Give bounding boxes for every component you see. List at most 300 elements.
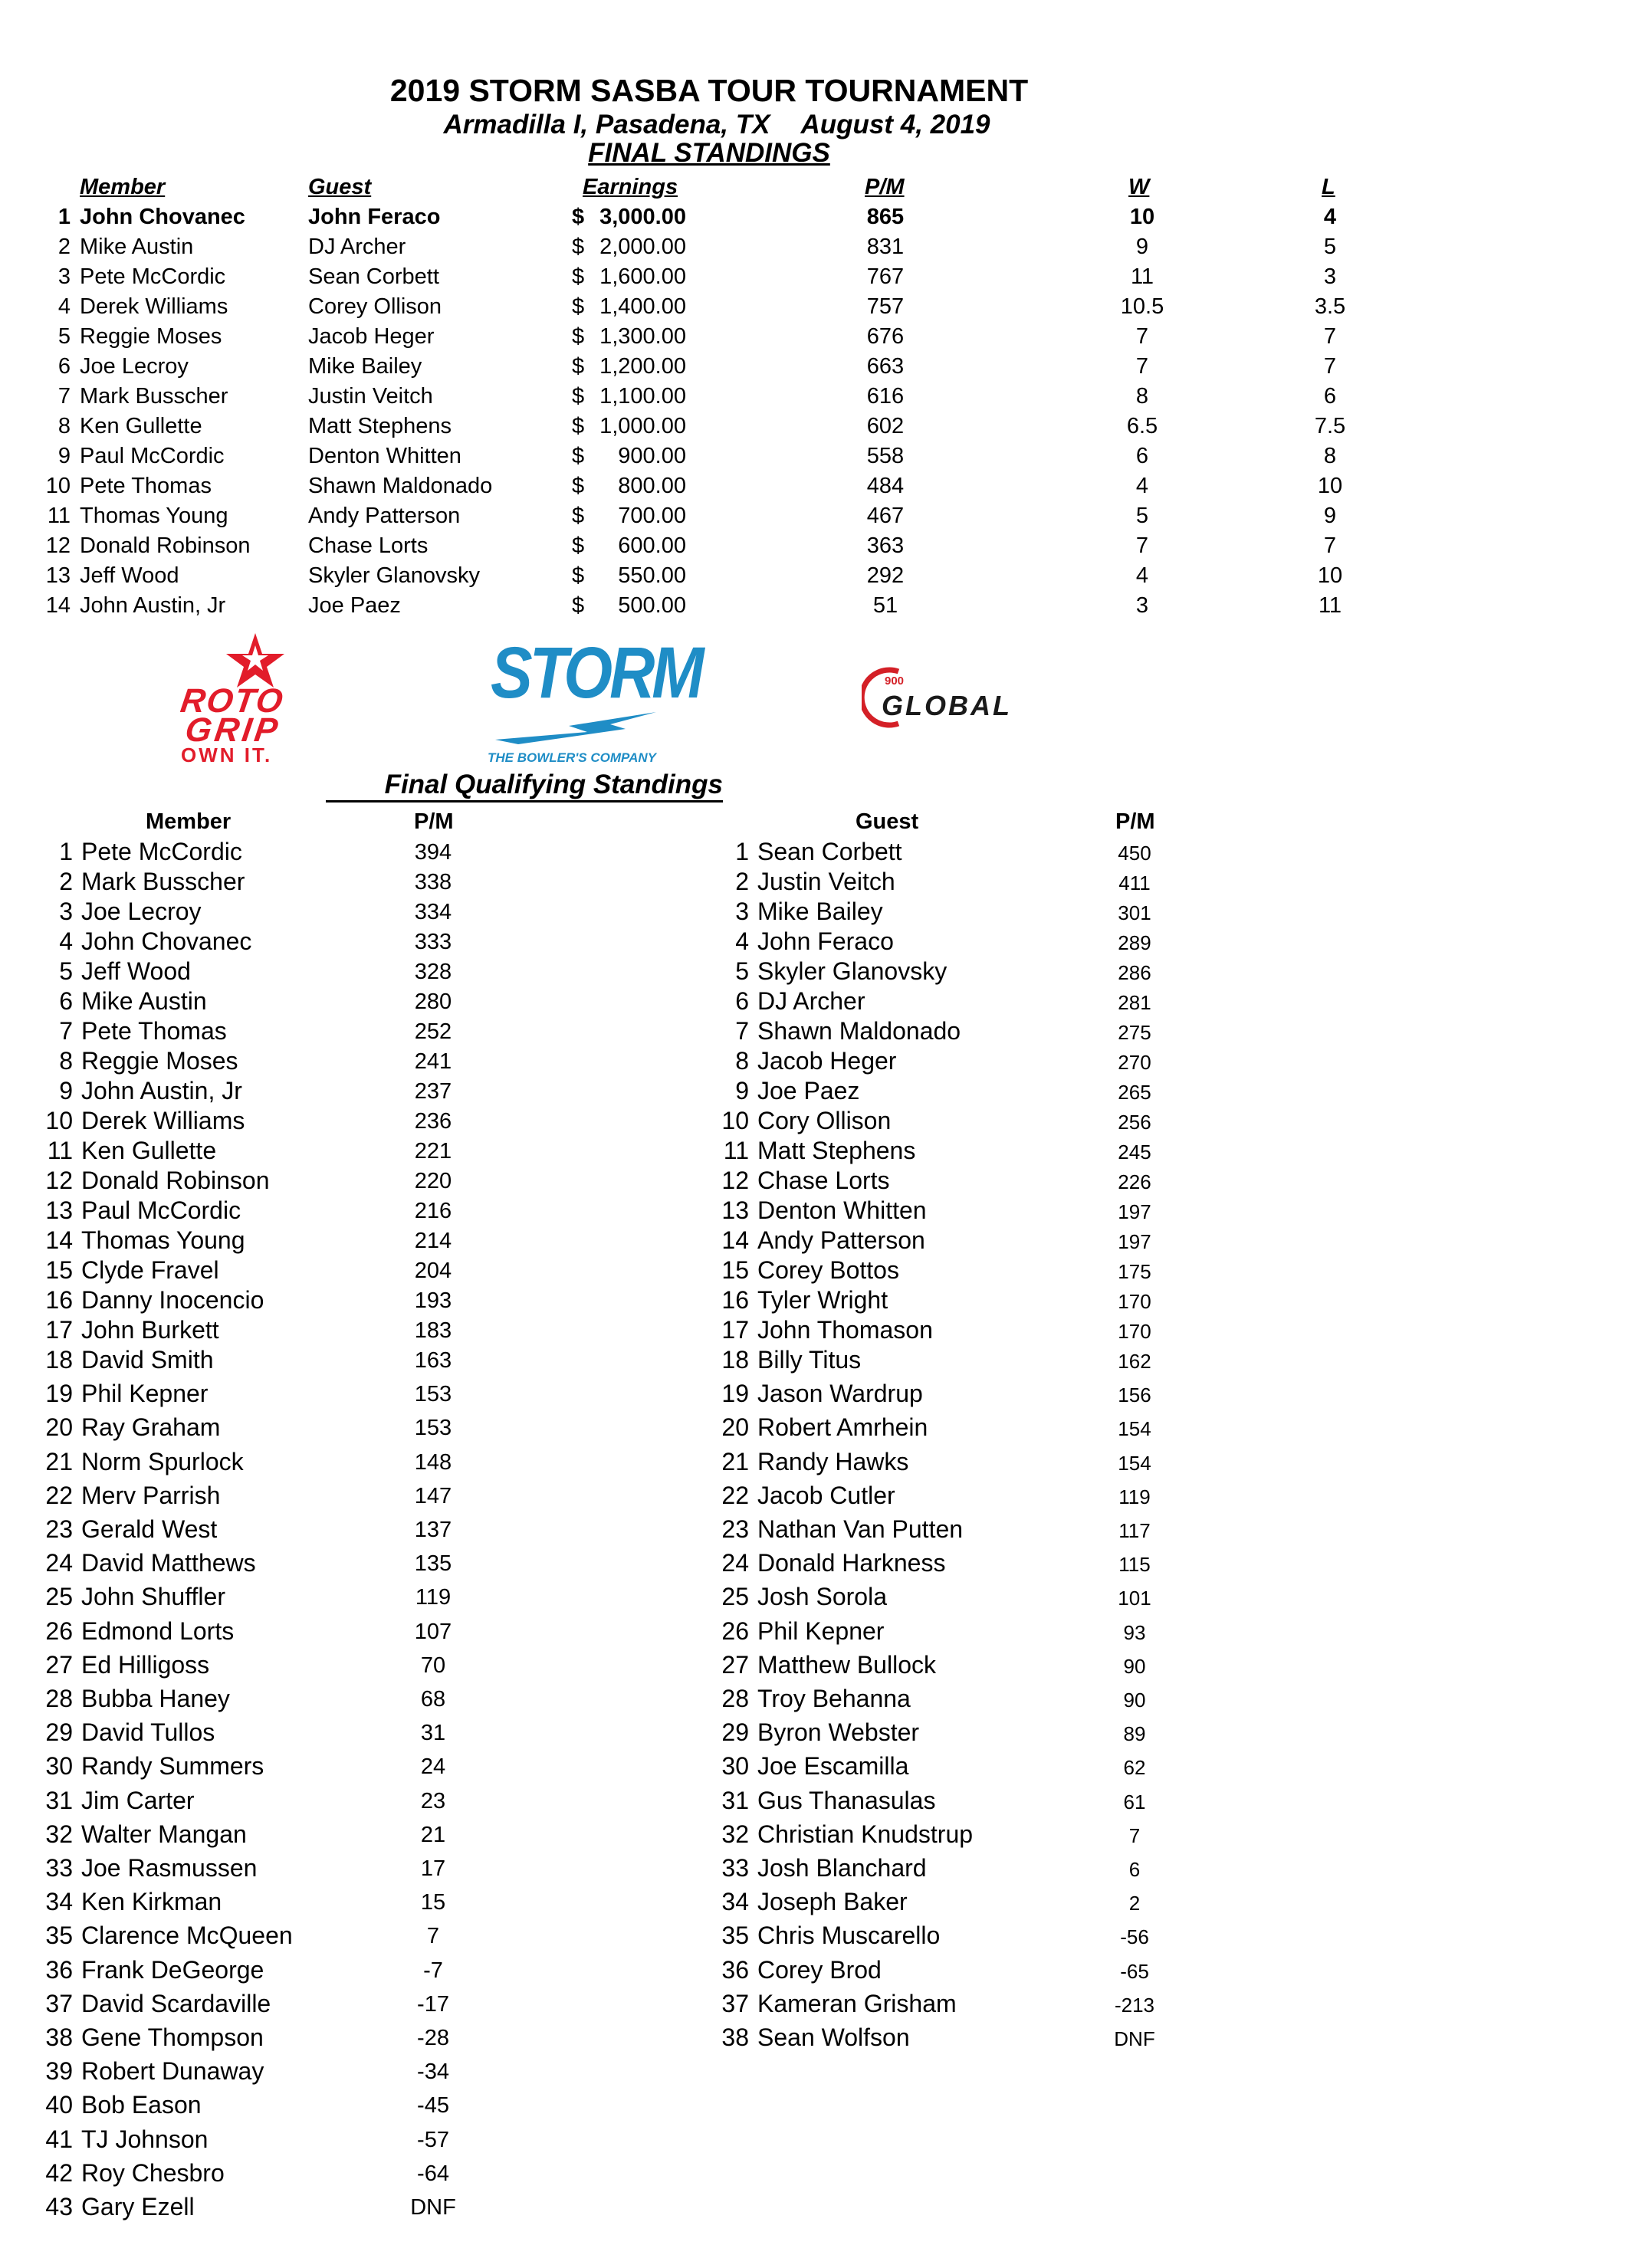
standings-row: [0, 354, 1629, 384]
qualifying-member-row: [0, 2193, 537, 2225]
standings-row: [0, 264, 1629, 294]
col-header-w: W: [1128, 175, 1150, 199]
pm-value: -17: [417, 1991, 449, 2017]
rank: 33: [721, 1854, 749, 1882]
lightning-bolt-icon: [495, 709, 656, 746]
qual-member-pm-header: P/M: [414, 809, 454, 834]
qualifying-guest-row: [0, 1617, 1227, 1649]
rank: 11: [47, 1137, 73, 1164]
pm-value: 237: [414, 1079, 452, 1104]
guest-name: Joe Escamilla: [757, 1752, 909, 1781]
wins-value: 4: [1135, 474, 1149, 498]
pm-value: 153: [414, 1416, 452, 1441]
rank: 4: [59, 927, 73, 955]
qualifying-guest-row: [0, 1226, 1227, 1259]
pm-value: 663: [866, 354, 905, 379]
qualifying-guest-row: [0, 838, 1227, 870]
pm-value: 23: [420, 1788, 446, 1813]
qualifying-guest-row: [0, 1196, 1227, 1229]
wins-value: 9: [1135, 235, 1149, 259]
guest-name: Sean Corbett: [757, 838, 902, 865]
rank: 13: [721, 1196, 749, 1224]
wins-value: 8: [1135, 384, 1149, 409]
pm-value: 275: [1118, 1021, 1151, 1044]
pm-value: DNF: [1114, 2027, 1155, 2050]
qualifying-guest-row: [0, 987, 1227, 1019]
roto-grip-line1: ROTO: [178, 682, 287, 720]
pm-value: 216: [414, 1199, 452, 1223]
rank: 21: [45, 1447, 73, 1475]
member-name: Danny Inocencio: [81, 1286, 264, 1314]
guest-name: Chase Lorts: [757, 1167, 890, 1194]
rank: 29: [45, 1718, 73, 1747]
qual-member-header: Member: [146, 809, 232, 834]
rank: 9: [59, 1077, 73, 1104]
pm-value: 265: [1118, 1081, 1151, 1104]
pm-value: 7: [426, 1924, 440, 1949]
guest-name: Sean Wolfson: [757, 2023, 910, 2051]
standings-row: [0, 324, 1629, 354]
earnings-amount: 700.00: [618, 504, 686, 528]
guest-name: Andy Patterson: [757, 1226, 925, 1254]
standings-row: [0, 533, 1629, 563]
rank: 7: [57, 384, 71, 409]
pm-value: 394: [414, 840, 452, 865]
pm-value: 93: [1123, 1620, 1146, 1644]
losses-value: 3.5: [1314, 294, 1346, 319]
pm-value: 135: [414, 1551, 452, 1577]
pm-value: 328: [414, 960, 452, 984]
pm-value: 411: [1118, 871, 1151, 894]
rank: 29: [721, 1718, 749, 1747]
qualifying-guest-row: [0, 1346, 1227, 1378]
rank: 10: [45, 1107, 73, 1134]
guest-name: Jacob Heger: [757, 1047, 897, 1075]
wins-value: 7: [1135, 354, 1149, 379]
col-header-l: L: [1322, 175, 1335, 199]
qualifying-guest-row: [0, 1990, 1227, 2022]
guest-name: Corey Bottos: [757, 1256, 899, 1284]
rank: 24: [721, 1549, 749, 1577]
rank: 35: [45, 1922, 73, 1950]
pm-value: 333: [414, 930, 452, 954]
pm-value: 31: [420, 1721, 446, 1746]
pm-value: 301: [1118, 901, 1151, 924]
guest-name: Jacob Heger: [308, 324, 435, 349]
qualifying-guest-row: [0, 1718, 1227, 1751]
event-venue: Armadilla I, Pasadena, TX: [443, 110, 770, 139]
pm-value: 6: [1128, 1858, 1141, 1881]
rank: 34: [721, 1888, 749, 1916]
rank: 11: [723, 1137, 749, 1164]
rank: 36: [721, 1955, 749, 1984]
losses-value: 10: [1317, 474, 1343, 498]
page-title: 2019 STORM SASBA TOUR TOURNAMENT: [389, 73, 1029, 108]
member-name: Thomas Young: [80, 504, 228, 528]
rank: 5: [57, 324, 71, 349]
pm-value: 170: [1118, 1290, 1151, 1313]
rank: 7: [735, 1017, 749, 1045]
standings-row: [0, 563, 1629, 593]
rank: 23: [45, 1515, 73, 1543]
qualifying-guest-row: [0, 1380, 1227, 1412]
member-name: Ken Gullette: [81, 1137, 217, 1164]
guest-name: Matt Stephens: [757, 1137, 916, 1164]
pm-value: 289: [1118, 931, 1151, 954]
earnings-amount: 2,000.00: [599, 235, 686, 259]
qualifying-guest-row: [0, 1685, 1227, 1717]
guest-name: Corey Ollison: [308, 294, 442, 319]
standings-row: [0, 205, 1629, 235]
member-name: Ray Graham: [81, 1413, 221, 1442]
member-name: TJ Johnson: [81, 2125, 209, 2153]
pm-value: 68: [420, 1687, 446, 1712]
rank: 14: [721, 1226, 749, 1254]
guest-name: Skyler Glanovsky: [757, 957, 948, 985]
qualifying-guest-row: [0, 1167, 1227, 1199]
pm-value: 7: [1128, 1823, 1141, 1847]
pm-value: 245: [1118, 1141, 1151, 1164]
rank: 25: [45, 1583, 73, 1611]
pm-value: 51: [872, 593, 898, 618]
pm-value: 757: [866, 294, 905, 319]
member-name: Paul McCordic: [81, 1196, 241, 1224]
currency-symbol: $: [572, 444, 585, 468]
rank: 19: [721, 1380, 749, 1408]
rank: 20: [45, 1413, 73, 1442]
losses-value: 5: [1323, 235, 1337, 259]
member-name: Phil Kepner: [81, 1380, 209, 1408]
rank: 22: [45, 1481, 73, 1509]
rank: 22: [721, 1481, 749, 1509]
pm-value: 62: [1123, 1756, 1146, 1780]
losses-value: 8: [1323, 444, 1337, 468]
rank: 14: [45, 593, 71, 618]
member-name: Ed Hilligoss: [81, 1650, 210, 1679]
pm-value: DNF: [410, 2195, 456, 2220]
guest-name: Chris Muscarello: [757, 1922, 941, 1950]
qualifying-guest-row: [0, 1651, 1227, 1683]
member-name: Donald Robinson: [81, 1167, 270, 1194]
qualifying-guest-row: [0, 1787, 1227, 1819]
qualifying-guest-row: [0, 1077, 1227, 1109]
member-name: Edmond Lorts: [81, 1616, 235, 1645]
wins-value: 10.5: [1120, 294, 1164, 319]
pm-value: 236: [414, 1109, 452, 1134]
pm-value: 334: [414, 900, 452, 924]
guest-name: Shawn Maldonado: [757, 1017, 961, 1045]
guest-name: DJ Archer: [308, 235, 406, 259]
pm-value: 226: [1118, 1170, 1151, 1193]
member-name: Reggie Moses: [80, 324, 222, 349]
qualifying-member-row: [0, 2125, 537, 2158]
losses-value: 3: [1323, 264, 1337, 289]
member-name: Bob Eason: [81, 2091, 202, 2119]
earnings-amount: 1,300.00: [599, 324, 686, 349]
member-name: Merv Parrish: [81, 1481, 221, 1509]
member-name: Ken Kirkman: [81, 1888, 222, 1916]
pm-value: 148: [414, 1449, 452, 1475]
rank: 32: [45, 1820, 73, 1848]
pm-value: 89: [1123, 1722, 1146, 1746]
pm-value: 197: [1118, 1200, 1151, 1223]
guest-name: Matt Stephens: [308, 414, 452, 438]
pm-value: 170: [1118, 1320, 1151, 1343]
rank: 18: [45, 1346, 73, 1374]
pm-value: 865: [866, 205, 905, 229]
qualifying-guest-row: [0, 1047, 1227, 1079]
qualifying-guest-row: [0, 927, 1227, 960]
pm-value: 602: [866, 414, 905, 438]
rank: 2: [59, 868, 73, 895]
rank: 21: [721, 1447, 749, 1475]
currency-symbol: $: [572, 235, 585, 259]
member-name: Derek Williams: [81, 1107, 245, 1134]
pm-value: 147: [414, 1483, 452, 1508]
pm-value: 153: [414, 1382, 452, 1407]
roto-grip-tagline: OWN IT.: [181, 743, 273, 766]
qualifying-guest-row: [0, 1017, 1227, 1049]
pm-value: 154: [1118, 1451, 1151, 1475]
pm-value: 70: [420, 1653, 446, 1678]
losses-value: 7: [1323, 324, 1337, 349]
pm-value: 221: [414, 1139, 452, 1164]
guest-name: John Feraco: [308, 205, 441, 229]
rank: 26: [45, 1616, 73, 1645]
rank: 30: [45, 1752, 73, 1781]
pm-value: 616: [866, 384, 905, 409]
member-name: David Matthews: [81, 1549, 256, 1577]
pm-value: 270: [1118, 1051, 1151, 1074]
member-name: Gerald West: [81, 1515, 218, 1543]
rank: 12: [45, 1167, 73, 1194]
guest-name: Matthew Bullock: [757, 1650, 936, 1679]
storm-tagline: THE BOWLER'S COMPANY: [488, 750, 657, 765]
rank: 31: [45, 1786, 73, 1814]
currency-symbol: $: [572, 504, 585, 528]
guest-name: Christian Knudstrup: [757, 1820, 974, 1848]
rank: 11: [47, 504, 71, 528]
qualifying-guest-row: [0, 1583, 1227, 1615]
member-name: Randy Summers: [81, 1752, 264, 1781]
qualifying-guest-row: [0, 868, 1227, 900]
rank: 19: [45, 1380, 73, 1408]
rank: 17: [45, 1316, 73, 1344]
pm-value: -57: [417, 2127, 449, 2152]
member-name: David Tullos: [81, 1718, 215, 1747]
member-name: Reggie Moses: [81, 1047, 238, 1075]
currency-symbol: $: [572, 414, 585, 438]
qualifying-guest-row: [0, 957, 1227, 990]
rank: 20: [721, 1413, 749, 1442]
wins-value: 5: [1135, 504, 1149, 528]
rank: 34: [45, 1888, 73, 1916]
rank: 37: [721, 1989, 749, 2017]
wins-value: 4: [1135, 563, 1149, 588]
rank: 16: [721, 1286, 749, 1314]
member-name: Paul McCordic: [80, 444, 225, 468]
pm-value: 17: [420, 1856, 446, 1881]
earnings-amount: 550.00: [618, 563, 686, 588]
pm-value: 197: [1118, 1230, 1151, 1253]
pm-value: 281: [1118, 991, 1151, 1014]
pm-value: 220: [414, 1169, 452, 1193]
rank: 40: [45, 2091, 73, 2119]
rank: 6: [57, 354, 71, 379]
wins-value: 3: [1135, 593, 1149, 618]
qualifying-member-row: [0, 2159, 537, 2191]
guest-name: Denton Whitten: [757, 1196, 927, 1224]
guest-name: Jacob Cutler: [757, 1481, 895, 1509]
member-name: Pete Thomas: [81, 1017, 227, 1045]
pm-value: 61: [1123, 1790, 1146, 1813]
guest-name: Corey Brod: [757, 1955, 882, 1984]
earnings-amount: 500.00: [618, 593, 686, 618]
currency-symbol: $: [572, 205, 585, 229]
rank: 37: [45, 1989, 73, 2017]
pm-value: 252: [414, 1019, 452, 1044]
guest-name: Tyler Wright: [757, 1286, 888, 1314]
guest-name: Shawn Maldonado: [308, 474, 493, 498]
member-name: Jeff Wood: [80, 563, 179, 588]
earnings-amount: 900.00: [618, 444, 686, 468]
pm-value: 280: [414, 990, 452, 1014]
rank: 9: [735, 1077, 749, 1104]
guest-name: Kameran Grisham: [757, 1989, 957, 2017]
qualifying-guest-row: [0, 898, 1227, 930]
rank: 9: [57, 444, 71, 468]
qualifying-guest-row: [0, 1888, 1227, 1920]
rank: 8: [59, 1047, 73, 1075]
member-name: Jim Carter: [81, 1786, 195, 1814]
pm-value: 241: [414, 1049, 452, 1074]
rank: 1: [57, 205, 71, 229]
pm-value: 162: [1118, 1350, 1151, 1373]
earnings-amount: 1,200.00: [599, 354, 686, 379]
rank: 28: [721, 1685, 749, 1712]
member-name: David Scardaville: [81, 1989, 271, 2017]
qualifying-guest-row: [0, 1854, 1227, 1886]
currency-symbol: $: [572, 264, 585, 289]
qual-guest-header: Guest: [856, 809, 919, 834]
pm-value: -34: [417, 2060, 449, 2085]
losses-value: 9: [1323, 504, 1337, 528]
pm-value: 137: [414, 1518, 452, 1542]
guest-name: Phil Kepner: [757, 1616, 885, 1645]
qualifying-guest-row: [0, 1256, 1227, 1288]
standings-row: [0, 235, 1629, 264]
standings-row: [0, 504, 1629, 533]
rank: 25: [721, 1583, 749, 1611]
rank: 28: [45, 1685, 73, 1712]
rank: 30: [721, 1752, 749, 1781]
member-name: John Austin, Jr: [81, 1077, 242, 1104]
guest-name: Cory Ollison: [757, 1107, 892, 1134]
global-badge: 900: [885, 674, 905, 688]
member-name: Clarence McQueen: [81, 1922, 293, 1950]
member-name: Walter Mangan: [81, 1820, 247, 1848]
guest-name: Skyler Glanovsky: [308, 563, 481, 588]
qualifying-guest-row: [0, 1137, 1227, 1169]
rank: 5: [59, 957, 73, 985]
currency-symbol: $: [572, 294, 585, 319]
member-name: John Chovanec: [81, 927, 252, 955]
rank: 14: [45, 1226, 73, 1254]
rank: 38: [721, 2023, 749, 2051]
guest-name: Donald Harkness: [757, 1549, 946, 1577]
col-header-guest: Guest: [308, 175, 372, 199]
pm-value: 450: [1118, 842, 1151, 865]
900-global-logo: [862, 667, 1053, 728]
storm-wordmark: STORM: [491, 633, 701, 714]
rank: 23: [721, 1515, 749, 1543]
guest-name: Byron Webster: [757, 1718, 920, 1747]
member-name: Pete McCordic: [81, 838, 242, 865]
pm-value: 214: [414, 1229, 452, 1253]
pm-value: 183: [414, 1318, 452, 1343]
final-standings-heading: FINAL STANDINGS: [588, 138, 830, 168]
pm-value: -7: [423, 1958, 443, 1983]
standings-row: [0, 414, 1629, 444]
losses-value: 7: [1323, 533, 1337, 558]
wins-value: 7: [1135, 533, 1149, 558]
pm-value: 767: [866, 264, 905, 289]
pm-value: 484: [866, 474, 905, 498]
guest-name: Justin Veitch: [757, 868, 895, 895]
losses-value: 10: [1317, 563, 1343, 588]
pm-value: 286: [1118, 961, 1151, 984]
member-name: Joe Lecroy: [81, 898, 202, 925]
qualifying-guest-row: [0, 1922, 1227, 1954]
rank: 13: [45, 1196, 73, 1224]
qualifying-guest-row: [0, 1515, 1227, 1548]
guest-name: Mike Bailey: [308, 354, 422, 379]
pm-value: -64: [417, 2161, 449, 2186]
member-name: Gary Ezell: [81, 2193, 195, 2220]
pm-value: 24: [420, 1754, 446, 1780]
rank: 17: [721, 1316, 749, 1344]
member-name: Ken Gullette: [80, 414, 202, 438]
pm-value: 338: [414, 870, 452, 894]
guest-name: Mike Bailey: [757, 898, 883, 925]
member-name: Mike Austin: [80, 235, 194, 259]
pm-value: 117: [1118, 1519, 1151, 1542]
rank: 43: [45, 2193, 73, 2220]
member-name: Roy Chesbro: [81, 2158, 225, 2187]
roto-grip-logo: [175, 629, 336, 766]
qualifying-guest-row: [0, 1286, 1227, 1318]
pm-value: 467: [866, 504, 905, 528]
pm-value: 292: [866, 563, 905, 588]
guest-name: Andy Patterson: [308, 504, 461, 528]
member-name: Norm Spurlock: [81, 1447, 244, 1475]
pm-value: 2: [1128, 1892, 1141, 1915]
qualifying-guest-row: [0, 1448, 1227, 1480]
guest-name: Justin Veitch: [308, 384, 433, 409]
pm-value: 90: [1123, 1689, 1146, 1712]
wins-value: 11: [1130, 264, 1154, 289]
guest-name: Denton Whitten: [308, 444, 461, 468]
member-name: Frank DeGeorge: [81, 1955, 264, 1984]
guest-name: Robert Amrhein: [757, 1413, 928, 1442]
rank: 2: [735, 868, 749, 895]
pm-value: 21: [420, 1822, 446, 1847]
rank: 27: [45, 1650, 73, 1679]
guest-name: John Feraco: [757, 927, 894, 955]
guest-name: John Thomason: [757, 1316, 933, 1344]
member-name: Donald Robinson: [80, 533, 251, 558]
rank: 42: [45, 2158, 73, 2187]
